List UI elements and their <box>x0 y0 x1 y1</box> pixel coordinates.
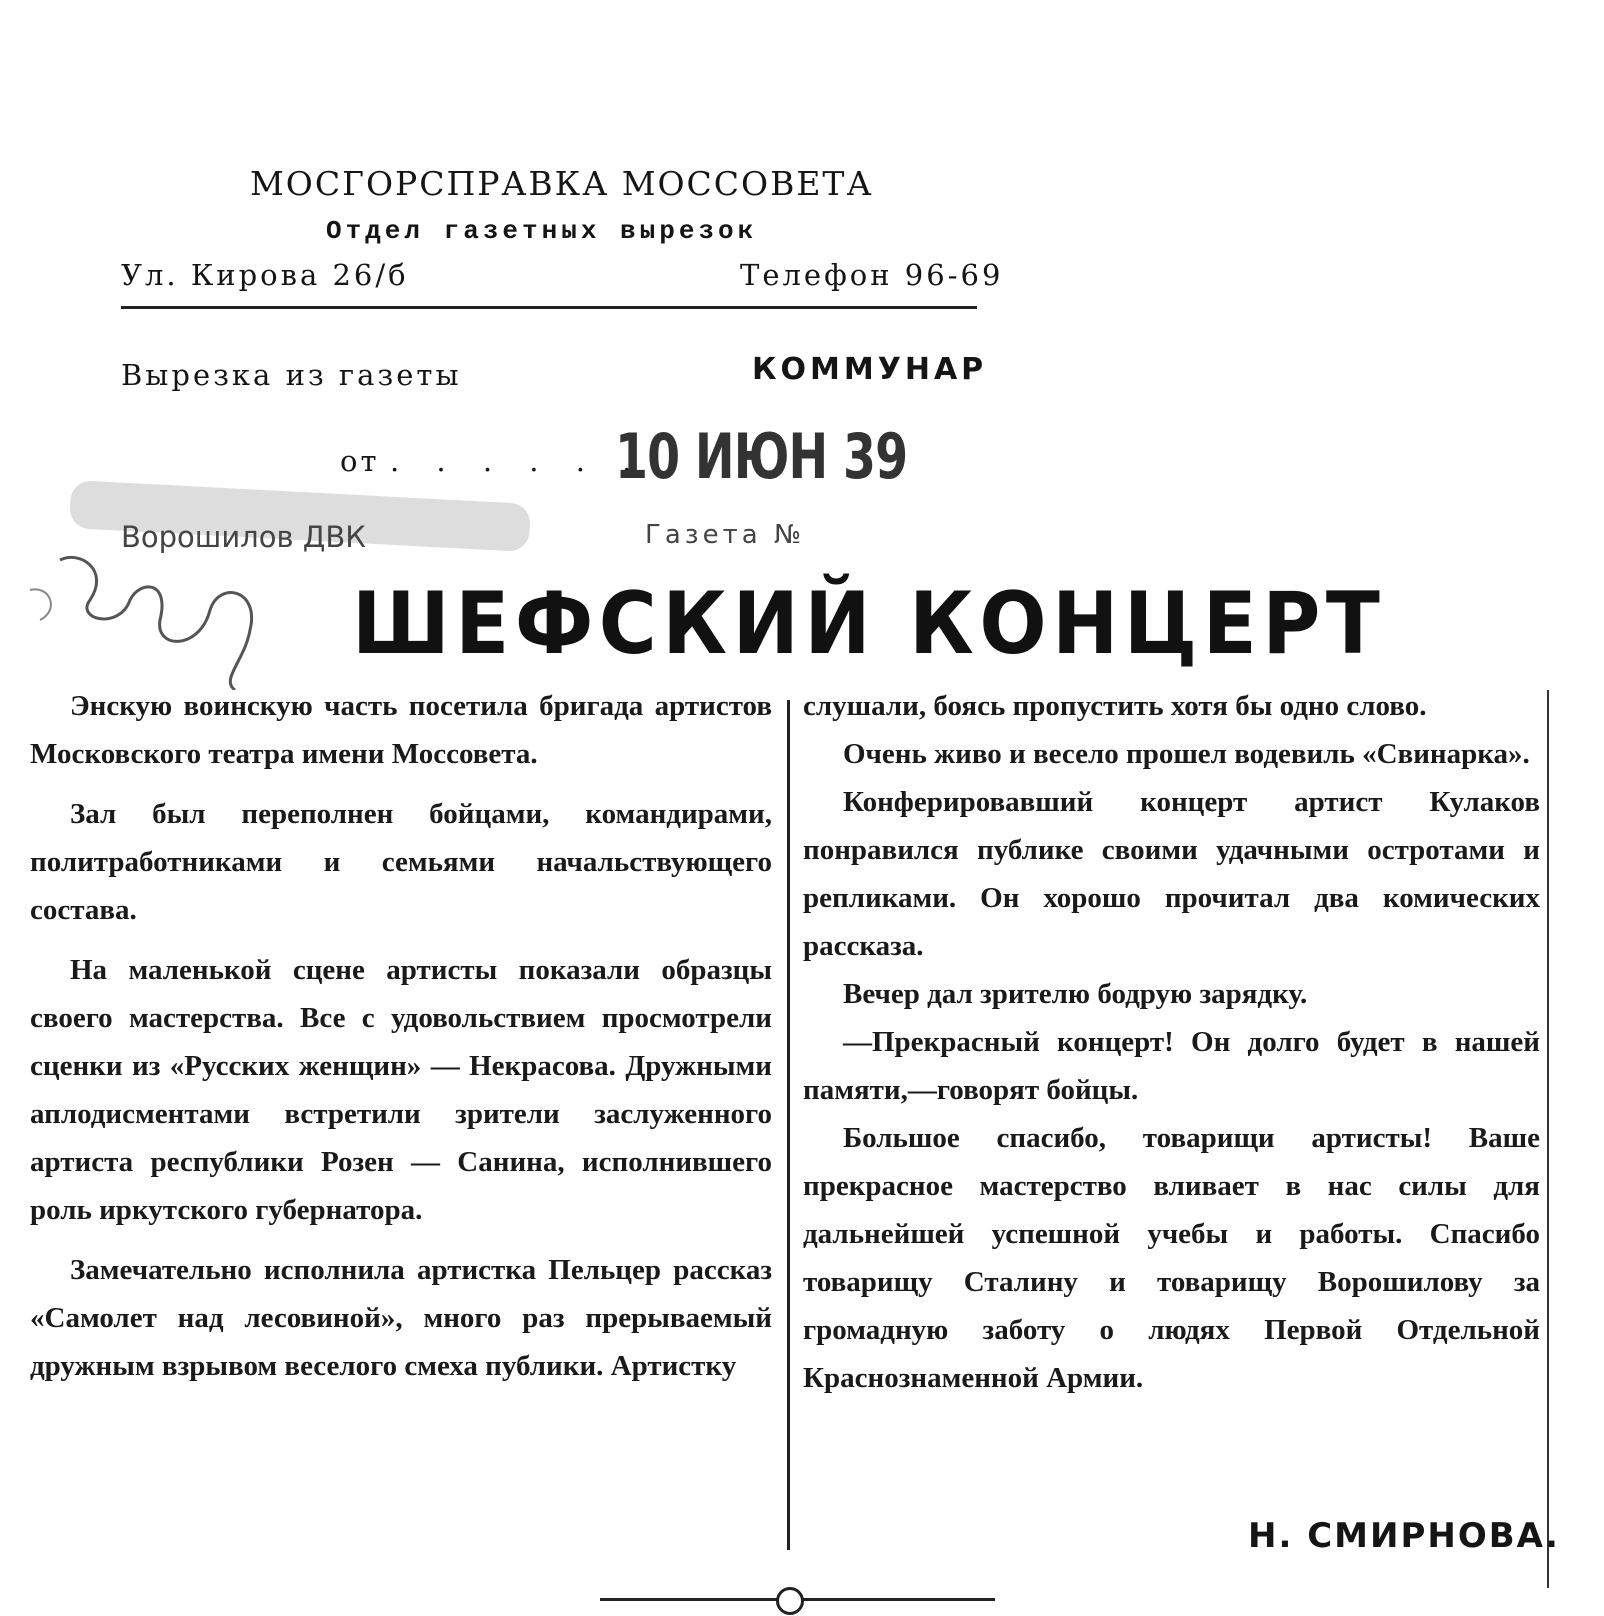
bottom-ornament-icon <box>776 1587 804 1615</box>
paragraph: Очень живо и весело прошел водевиль «Свинарка». <box>843 738 1530 770</box>
article-column-2 <box>803 682 1540 1402</box>
paragraph: Зал был переполнен бойцами, командирами, политработниками и семьями начальствующего состава. <box>30 798 772 926</box>
address-text: Ул. Кирова 26/б <box>121 258 409 292</box>
date-stamp: 10 ИЮН 39 <box>615 420 908 493</box>
clipping-label: Вырезка из газеты <box>121 358 462 392</box>
article-column-1 <box>30 682 772 1390</box>
paragraph: Энскую воинскую часть посетила бригада артистов Московского театра имени Моссовета. <box>30 690 772 770</box>
paragraph: Вечер дал зрителю бодрую зарядку. <box>843 978 1308 1010</box>
date-dots: . . . . . . <box>390 444 646 478</box>
paragraph: Замечательно исполнила артистка Пельцер рассказ «Самолет над лесовиной», много раз прерываемый дружным взрывом веселого смеха публики. Артистку <box>30 1254 772 1382</box>
place-text: Ворошилов ДВК <box>121 520 366 554</box>
paragraph: На маленькой сцене артисты показали образцы своего мастерства. Все с удовольствием просмотрели сценки из «Русских женщин» — Некрасова. Дружными аплодисментами встретили зрители заслуженного артиста республики Розен — Санина, исполнившего роль иркутского губернатора. <box>30 954 772 1226</box>
headline: ШЕФСКИЙ КОНЦЕРТ <box>352 574 1386 674</box>
column-divider <box>787 700 790 1550</box>
clipping-right-edge <box>1547 690 1549 1588</box>
header-rule <box>121 306 977 309</box>
gazette-number-label: Газета № <box>645 520 805 550</box>
department-title: Отдел газетных вырезок <box>326 216 758 246</box>
phone-text: Телефон 96-69 <box>740 258 1004 292</box>
paragraph: слушали, боясь пропустить хотя бы одно слово. <box>803 690 1427 722</box>
newspaper-name: КОММУНАР <box>752 352 988 387</box>
paragraph: Большое спасибо, товарищи артисты! Ваше прекрасное мастерство вливает в нас силы для дальнейшей успешной учебы и работы. Спасибо товарищу Сталину и товарищу Ворошилову за громадную заботу о людях Первой Отдельной Краснознаменной Армии. <box>803 1122 1540 1394</box>
signature: Н. СМИРНОВА. <box>1248 1516 1560 1556</box>
date-prefix: от <box>340 444 380 478</box>
agency-title: МОСГОРСПРАВКА МОССОВЕТА <box>250 164 874 203</box>
paragraph: Конферировавший концерт артист Кулаков понравился публике своими удачными остротами и репликами. Он хорошо прочитал два комических рассказа. <box>803 786 1540 962</box>
handwritten-mark-icon <box>20 540 320 690</box>
paragraph: —Прекрасный концерт! Он долго будет в нашей памяти,—говорят бойцы. <box>803 1026 1540 1106</box>
